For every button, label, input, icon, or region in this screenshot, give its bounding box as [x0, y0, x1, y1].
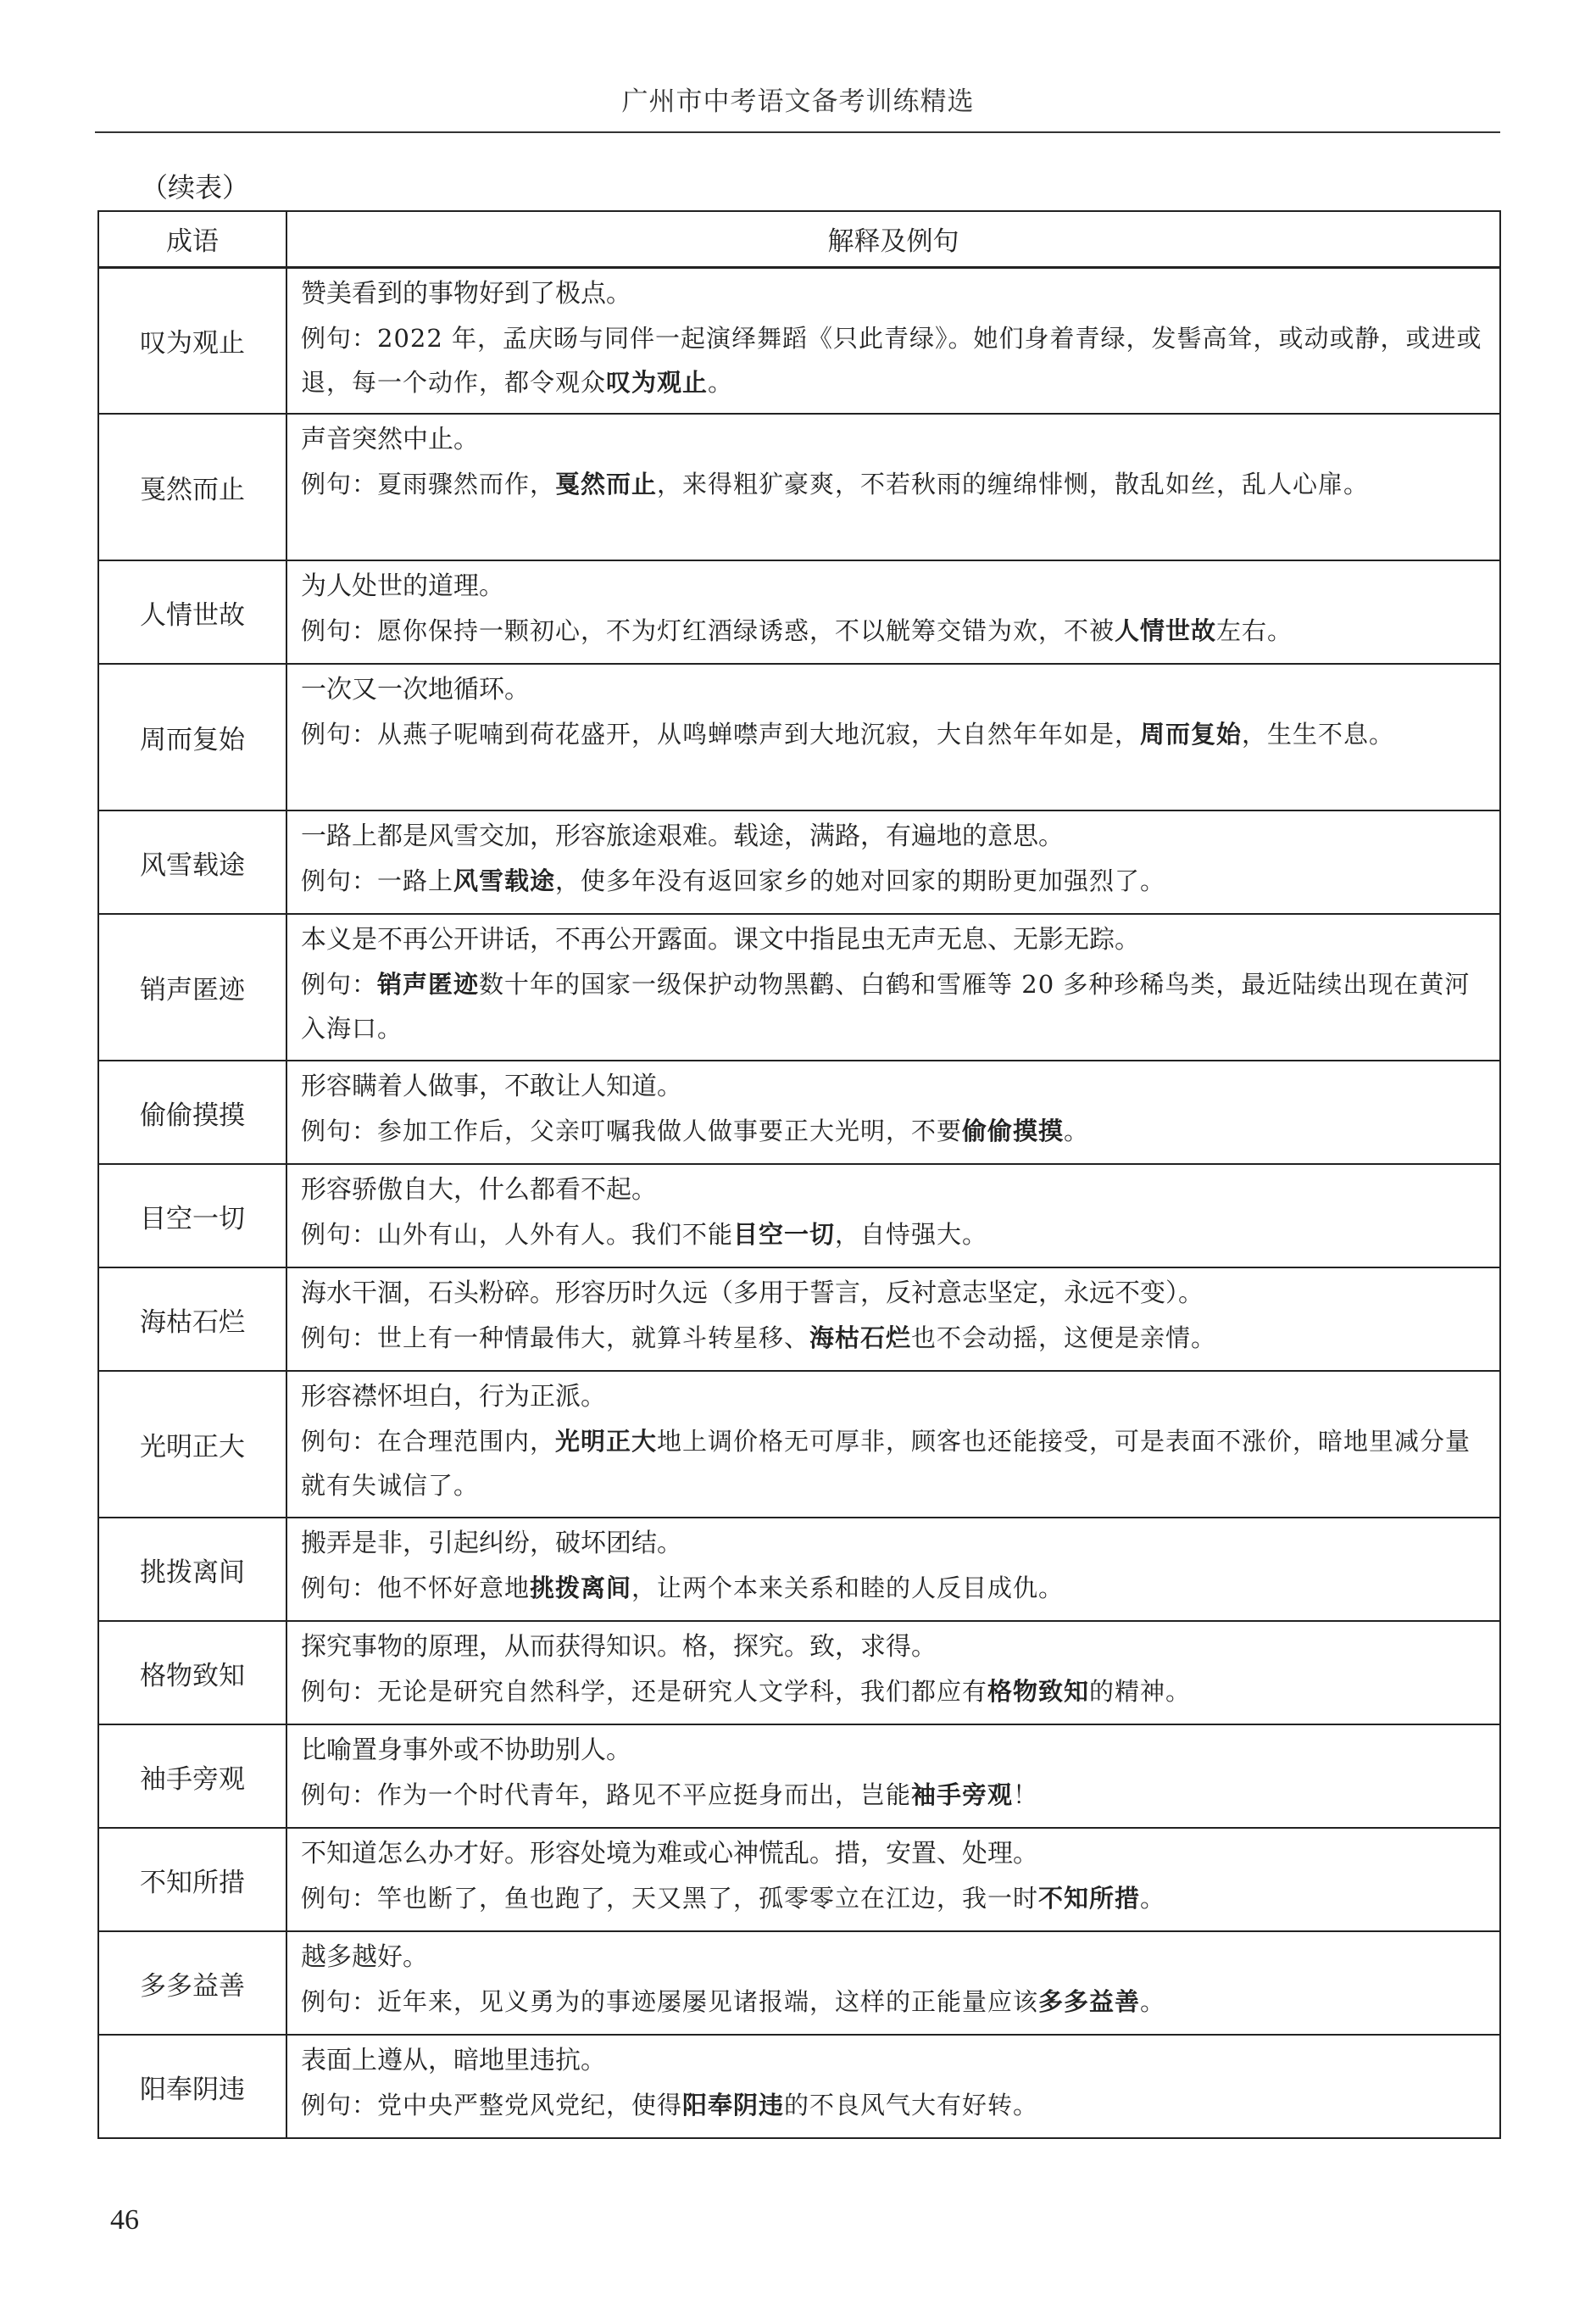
idiom-cell: 光明正大: [98, 1371, 286, 1518]
example-text: 例句：夏雨骤然而作，: [301, 470, 556, 499]
table-row: [98, 1164, 1500, 1267]
example-text: 例句：参加工作后，父亲叮嘱我做人做事要正大光明，不要: [301, 1117, 963, 1145]
example-text: ！: [1013, 1780, 1039, 1809]
example-highlight: 人情世故: [1115, 616, 1217, 645]
example-sentence: [301, 1212, 1488, 1256]
page-number: 46: [110, 2204, 139, 2236]
definition-text: 声音突然中止。: [301, 425, 479, 454]
example-highlight: 周而复始: [1140, 720, 1243, 749]
example-sentence: [301, 1566, 1488, 1610]
explanation-cell: [286, 664, 1500, 810]
definition-text: 越多越好。: [301, 1942, 428, 1972]
explanation-cell: [286, 810, 1500, 914]
example-sentence: [301, 609, 1488, 653]
explanation-cell: [286, 1267, 1500, 1371]
explanation-cell: [286, 414, 1500, 560]
explanation-cell: [286, 1371, 1500, 1518]
table-row: [98, 1828, 1500, 1931]
explanation-cell: [286, 1828, 1500, 1931]
example-text: 的精神。: [1089, 1677, 1192, 1706]
example-text: 数十年的国家一级保护动物黑鹳、白鹤和雪雁等 20 多种珍稀鸟类，最近陆续出现在黄河入海口。: [301, 970, 1471, 1043]
example-highlight: 格物致知: [987, 1677, 1090, 1706]
example-text: 例句：2022 年，孟庆旸与同伴一起演绎舞蹈《只此青绿》。她们身着青绿，发髻高耸，或动或静，或进或退，每一个动作，都令观众: [301, 323, 1482, 397]
explanation-cell: [286, 1621, 1500, 1724]
definition-text: 本义是不再公开讲话，不再公开露面。课文中指昆虫无声无息、无影无踪。: [301, 925, 1140, 955]
example-text: 例句：愿你保持一颗初心，不为灯红酒绿诱惑，不以觥筹交错为欢，不被: [301, 616, 1115, 645]
example-sentence: [301, 1980, 1488, 2024]
example-sentence: [301, 1109, 1488, 1153]
explanation-cell: [286, 560, 1500, 664]
example-text: 例句：世上有一种情最伟大，就算斗转星移、: [301, 1323, 810, 1352]
example-sentence: [301, 1876, 1488, 1920]
example-text: 例句：近年来，见义勇为的事迹屡屡见诸报端，这样的正能量应该: [301, 1987, 1039, 2016]
table-row: [98, 1267, 1500, 1371]
table-header-row: [98, 211, 1500, 267]
explanation-cell: [286, 914, 1500, 1061]
idiom-cell: 挑拨离间: [98, 1518, 286, 1621]
example-text: 例句：党中央严整党风党纪，使得: [301, 2091, 683, 2119]
definition-text: 表面上遵从，暗地里违抗。: [301, 2046, 606, 2075]
definition-text: 不知道怎么办才好。形容处境为难或心神慌乱。措，安置、处理。: [301, 1839, 1038, 1869]
table-row: [98, 560, 1500, 664]
idiom-cell: 偷偷摸摸: [98, 1061, 286, 1164]
example-text: 。: [1064, 1117, 1090, 1145]
example-highlight: 销声匿迹: [377, 970, 480, 999]
explanation-cell: [286, 1164, 1500, 1267]
example-sentence: [301, 1669, 1488, 1713]
idiom-cell: 戛然而止: [98, 414, 286, 560]
explanation-cell: [286, 1518, 1500, 1621]
table-row: [98, 914, 1500, 1061]
explanation-cell: [286, 1724, 1500, 1828]
example-text: ，自恃强大。: [835, 1220, 988, 1249]
example-text: 例句：无论是研究自然科学，还是研究人文学科，我们都应有: [301, 1677, 988, 1706]
explanation-cell: [286, 2035, 1500, 2138]
example-text: 的不良风气大有好转。: [784, 2091, 1039, 2119]
example-text: 地上调价格无可厚非，顾客也还能接受，可是表面不涨价，暗地里减分量就有失诚信了。: [301, 1427, 1471, 1500]
definition-text: 形容襟怀坦白，行为正派。: [301, 1382, 606, 1412]
column-header-explanation: 解释及例句: [286, 211, 1500, 267]
table-caption: （续表）: [141, 171, 250, 203]
example-highlight: 风雪载途: [453, 866, 556, 895]
example-text: 例句：他不怀好意地: [301, 1574, 531, 1602]
table-row: [98, 1371, 1500, 1518]
idiom-cell: 周而复始: [98, 664, 286, 810]
example-text: ，让两个本来关系和睦的人反目成仇。: [631, 1574, 1065, 1602]
example-sentence: [301, 2083, 1488, 2127]
explanation-cell: [286, 1931, 1500, 2035]
example-text: 例句：山外有山，人外有人。我们不能: [301, 1220, 734, 1249]
example-text: 左右。: [1216, 616, 1293, 645]
idiom-cell: 叹为观止: [98, 267, 286, 414]
example-text: 。: [1140, 1884, 1166, 1913]
definition-text: 一路上都是风雪交加，形容旅途艰难。载途，满路，有遍地的意思。: [301, 822, 1064, 851]
table-row: [98, 1518, 1500, 1621]
example-sentence: [301, 1419, 1488, 1507]
idiom-table: [97, 210, 1501, 2139]
example-text: 例句：一路上: [301, 866, 454, 895]
definition-text: 赞美看到的事物好到了极点。: [301, 278, 631, 309]
idiom-cell: 格物致知: [98, 1621, 286, 1724]
example-text: 例句：: [301, 970, 378, 999]
example-sentence: [301, 712, 1488, 756]
example-highlight: 挑拨离间: [530, 1574, 632, 1602]
example-highlight: 海枯石烂: [809, 1323, 912, 1352]
definition-text: 比喻置身事外或不协助别人。: [301, 1735, 631, 1765]
explanation-cell: [286, 267, 1500, 414]
example-sentence: [301, 1773, 1488, 1817]
table-row: [98, 414, 1500, 560]
example-text: 例句：从燕子呢喃到荷花盛开，从鸣蝉噤声到大地沉寂，大自然年年如是，: [301, 720, 1141, 749]
table-row: [98, 1621, 1500, 1724]
example-highlight: 多多益善: [1038, 1987, 1141, 2016]
column-header-idiom: 成语: [98, 211, 286, 267]
table-row: [98, 810, 1500, 914]
example-text: ，使多年没有返回家乡的她对回家的期盼更加强烈了。: [555, 866, 1166, 895]
example-highlight: 不知所措: [1038, 1884, 1141, 1913]
idiom-cell: 销声匿迹: [98, 914, 286, 1061]
table-row: [98, 1061, 1500, 1164]
example-text: 例句：竿也断了，鱼也跑了，天又黑了，孤零零立在江边，我一时: [301, 1884, 1039, 1913]
header-divider: [95, 131, 1500, 133]
example-text: 。: [1140, 1987, 1166, 2016]
running-header: 广州市中考语文备考训练精选: [621, 86, 975, 117]
table-row: [98, 267, 1500, 414]
definition-text: 海水干涸，石头粉碎。形容历时久远（多用于誓言，反衬意志坚定，永远不变）。: [301, 1278, 1204, 1308]
idiom-cell: 阳奉阴违: [98, 2035, 286, 2138]
example-highlight: 叹为观止: [606, 367, 709, 397]
definition-text: 形容瞒着人做事，不敢让人知道。: [301, 1072, 682, 1101]
example-text: 例句：作为一个时代青年，路见不平应挺身而出，岂能: [301, 1780, 912, 1809]
example-sentence: [301, 962, 1488, 1050]
idiom-cell: 袖手旁观: [98, 1724, 286, 1828]
example-sentence: [301, 462, 1488, 506]
example-highlight: 阳奉阴违: [682, 2091, 785, 2119]
example-highlight: 光明正大: [555, 1427, 658, 1456]
example-highlight: 偷偷摸摸: [962, 1117, 1065, 1145]
idiom-cell: 海枯石烂: [98, 1267, 286, 1371]
definition-text: 形容骄傲自大，什么都看不起。: [301, 1175, 657, 1205]
definition-text: 为人处世的道理。: [301, 571, 504, 601]
definition-text: 探究事物的原理，从而获得知识。格，探究。致，求得。: [301, 1632, 937, 1662]
idiom-cell: 不知所措: [98, 1828, 286, 1931]
example-text: 也不会动摇，这便是亲情。: [911, 1323, 1217, 1352]
definition-text: 搬弄是非，引起纠纷，破坏团结。: [301, 1529, 682, 1558]
example-sentence: [301, 1316, 1488, 1360]
example-text: ，生生不息。: [1242, 720, 1395, 749]
explanation-cell: [286, 1061, 1500, 1164]
example-text: ，来得粗犷豪爽，不若秋雨的缠绵悱恻，散乱如丝，乱人心扉。: [657, 470, 1370, 499]
example-highlight: 目空一切: [733, 1220, 836, 1249]
idiom-cell: 人情世故: [98, 560, 286, 664]
example-highlight: 袖手旁观: [911, 1780, 1014, 1809]
table-row: [98, 664, 1500, 810]
example-sentence: [301, 859, 1488, 903]
example-highlight: 戛然而止: [555, 470, 658, 499]
table-row: [98, 1931, 1500, 2035]
table-row: [98, 1724, 1500, 1828]
example-text: 例句：在合理范围内，: [301, 1427, 556, 1456]
idiom-cell: 多多益善: [98, 1931, 286, 2035]
idiom-cell: 目空一切: [98, 1164, 286, 1267]
example-text: 。: [708, 367, 734, 397]
idiom-cell: 风雪载途: [98, 810, 286, 914]
table-row: [98, 2035, 1500, 2138]
definition-text: 一次又一次地循环。: [301, 675, 530, 705]
example-sentence: [301, 316, 1488, 404]
